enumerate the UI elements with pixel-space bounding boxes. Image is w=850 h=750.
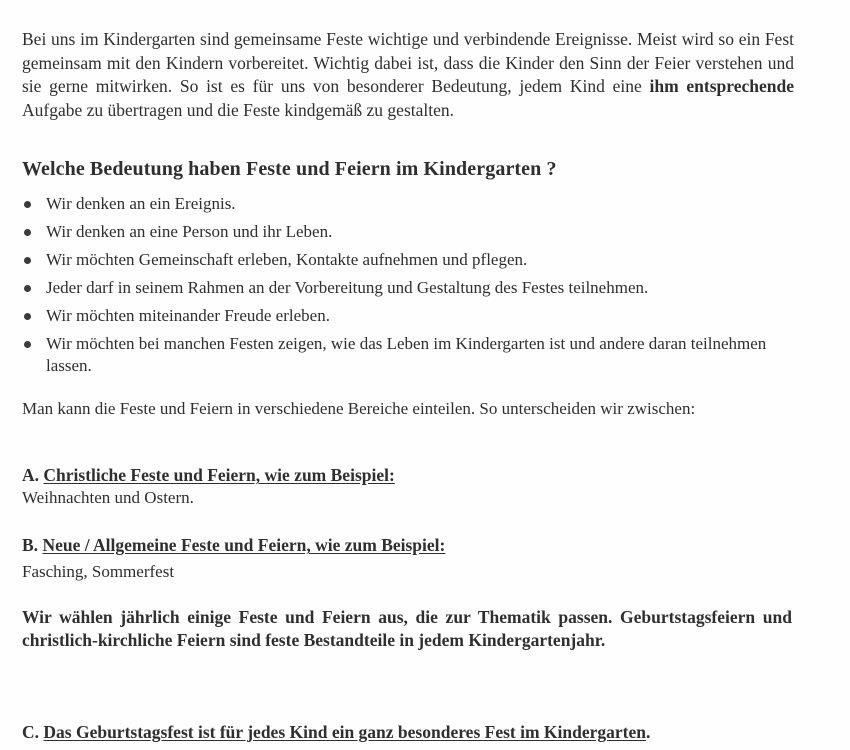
intro-bold-text: ihm entsprechende — [649, 76, 794, 96]
list-item-text: Wir möchten bei manchen Festen zeigen, wie das Leben im Kindergarten ist und andere daran teilnehmen lassen. — [46, 334, 767, 375]
list-item — [22, 305, 792, 327]
bullet-icon — [24, 229, 31, 236]
section-a-title — [22, 465, 395, 486]
bullet-icon — [24, 201, 31, 208]
section-b-title — [22, 535, 445, 556]
list-item-text: Jeder darf in seinem Rahmen an der Vorbereitung und Gestaltung des Festes teilnehmen. — [46, 278, 649, 297]
section-c-prefix: C. — [22, 722, 44, 742]
bullet-icon — [24, 285, 31, 292]
intro-paragraph — [22, 28, 794, 122]
section-c-title-text: Das Geburtstagsfest ist für jedes Kind ein ganz besonderes Fest im Kindergarten — [43, 722, 646, 742]
section-c-title — [22, 722, 650, 743]
section-heading: Welche Bedeutung haben Feste und Feiern im Kindergarten ? — [22, 158, 557, 180]
bullet-icon — [24, 313, 31, 320]
section-a-text: Weihnachten und Ostern. — [22, 488, 194, 507]
bullet-icon — [24, 341, 31, 348]
bullet-list — [22, 193, 792, 383]
list-item — [22, 249, 792, 271]
section-a-prefix: A. — [22, 465, 44, 485]
bullet-icon — [24, 257, 31, 264]
section-a-title-text: Christliche Feste und Feiern, wie zum Beispiel: — [43, 465, 395, 485]
intro-text-part1: Bei uns im Kindergarten sind gemeinsame Feste wichtige und verbindende Ereignisse. Meist wird so ein Fest gemeinsam mit den Kindern vorbereitet. Wichtig dabei ist, dass die Kinder den Sinn der Feier verstehen und sie gerne mitwirken. So ist es für uns von besonderer Bedeutung, jedem Kind eine — [22, 29, 794, 96]
section-b-title-text: Neue / Allgemeine Feste und Feiern, wie zum Beispiel: — [42, 535, 446, 555]
list-item-text: Wir denken an eine Person und ihr Leben. — [46, 222, 333, 241]
categories-intro-paragraph: Man kann die Feste und Feiern in verschiedene Bereiche einteilen. So unterscheiden wir zwischen: — [22, 399, 696, 418]
section-c-suffix: . — [645, 722, 651, 742]
list-item — [22, 193, 792, 215]
list-item-text: Wir denken an ein Ereignis. — [46, 194, 236, 213]
section-b-text: Fasching, Sommerfest — [22, 562, 175, 581]
selection-paragraph: Wir wählen jährlich einige Feste und Feiern aus, die zur Thematik passen. Geburtstagsfeiern und christlich-kirchliche Feiern sind feste Bestandteile in jedem Kindergartenjahr. — [22, 607, 792, 650]
intro-text-part2: Aufgabe zu übertragen und die Feste kindgemäß zu gestalten. — [22, 99, 455, 120]
list-item-text: Wir möchten miteinander Freude erleben. — [46, 306, 330, 325]
list-item — [22, 221, 792, 243]
list-item — [22, 333, 792, 377]
list-item-text: Wir möchten Gemeinschaft erleben, Kontakte aufnehmen und pflegen. — [46, 250, 528, 269]
section-b-prefix: B. — [22, 535, 43, 555]
list-item — [22, 277, 792, 299]
